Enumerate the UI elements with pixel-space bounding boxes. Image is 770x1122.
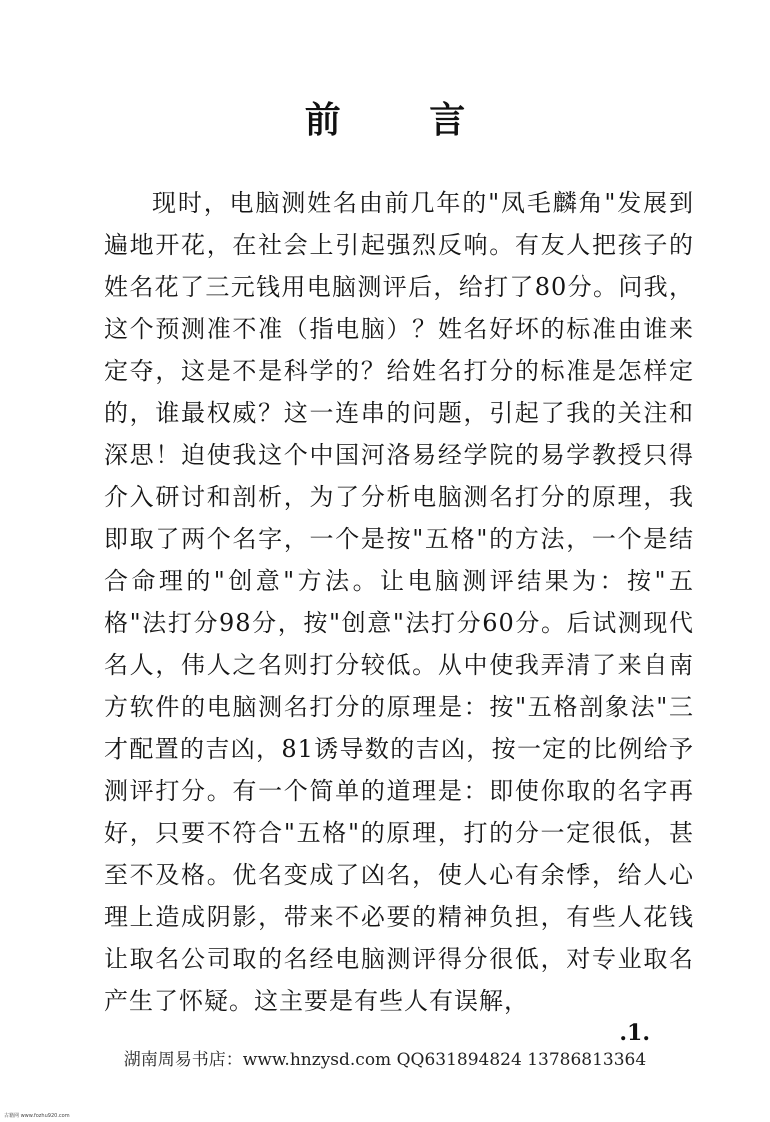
paragraph: 现时，电脑测姓名由前几年的"凤毛麟角"发展到遍地开花，在社会上引起强烈反响。有友人把孩子的姓名花了三元钱用电脑测评后，给打了80分。问我，这个预测准不准（指电脑）？姓名好坏的标准由谁来定夺，这是不是科学的？给姓名打分的标准是怎样定的，谁最权威？这一连串的问题，引起了我的关注和深思！迫使我这个中国河洛易经学院的易学教授只得介入研讨和剖析，为了分析电脑测名打分的原理，我即取了两个名字，一个是按"五格"的方法，一个是结合命理的"创意"方法。让电脑测评结果为：按"五格"法打分98分，按"创意"法打分60分。后试测现代名人，伟人之名则打分较低。从中使我弄清了来自南方软件的电脑测名打分的原理是：按"五格剖象法"三才配置的吉凶，81诱导数的吉凶，按一定的比例给予测评打分。有一个简单的道理是：即使你取的名字再好，只要不符合"五格"的原理，打的分一定很低，甚至不及格。优名变成了凶名，使人心有余悸，给人心理上造成阴影，带来不必要的精神负担，有些人花钱让取名公司取的名经电脑测评得分很低，对专业取名产生了怀疑。这主要是有些人有误解，	[104, 189, 694, 1015]
page-title: 前 言	[304, 100, 504, 141]
watermark-text: 古籍网 www.fozhu920.com	[4, 1113, 70, 1119]
body-text	[104, 182, 694, 1022]
footer-contact-info: 湖南周易书店：www.hnzysd.com QQ631894824 13786813364	[123, 1050, 647, 1070]
page-number: .1.	[619, 1020, 650, 1046]
